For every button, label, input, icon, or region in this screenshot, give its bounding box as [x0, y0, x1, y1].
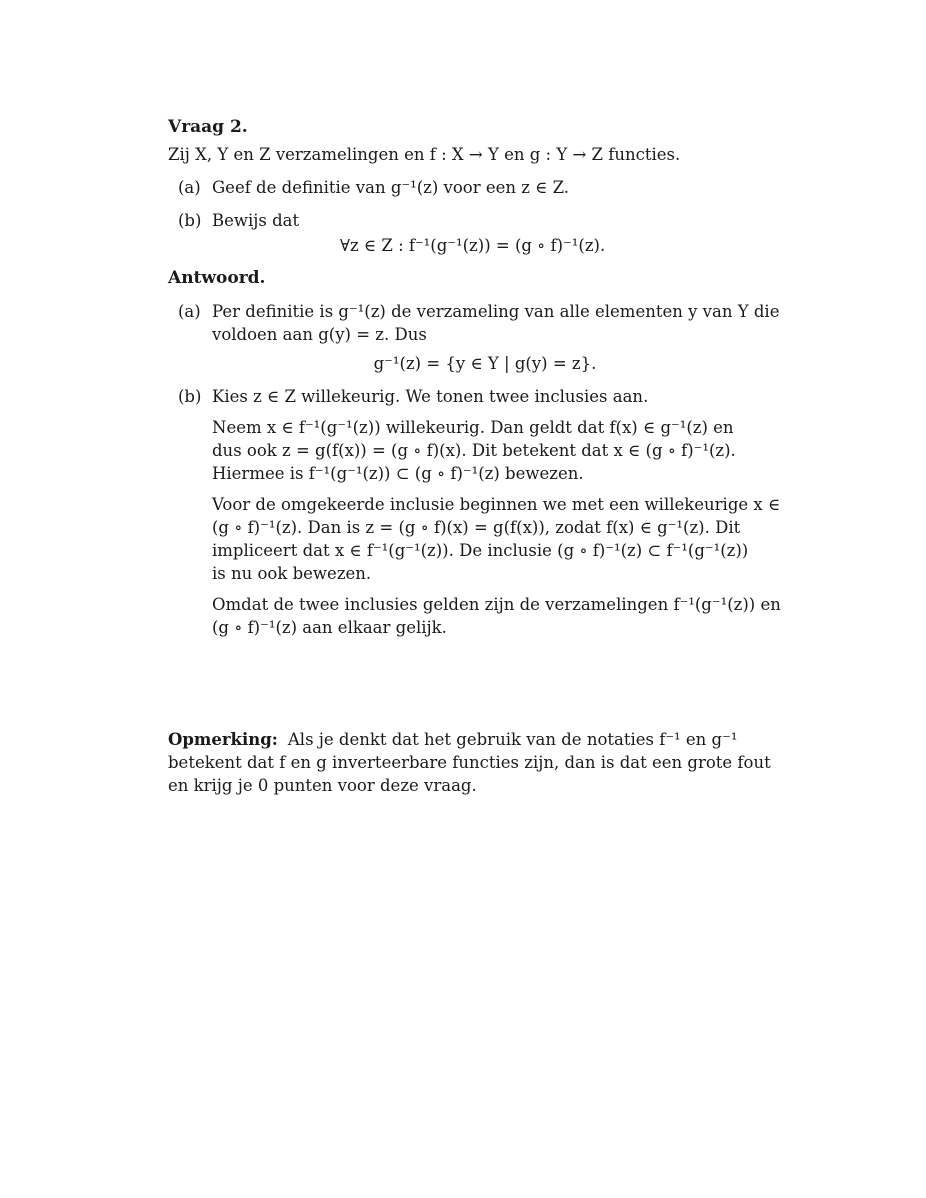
answer-part-b: [168, 385, 781, 639]
remark-label: Opmerking:: [168, 730, 278, 749]
answer-part-a-formula: g⁻¹(z) = {y ∈ Y | g(y) = z}.: [373, 354, 597, 373]
remark-line-3: en krijg je 0 punten voor deze vraag.: [168, 776, 477, 795]
answer-part-b-intro: Kies z ∈ Z willekeurig. We tonen twee inclusies aan.: [212, 387, 649, 406]
answer-part-b-label: (b): [178, 387, 202, 406]
remark-line-2: betekent dat f en g inverteerbare functies zijn, dan is dat een grote fout: [168, 753, 771, 772]
paragraph-line: dus ook z = g(f(x)) = (g ∘ f)(x). Dit betekent dat x ∈ (g ∘ f)⁻¹(z).: [212, 441, 736, 460]
remark-text-1: Als je denkt dat het gebruik van de notaties f⁻¹ en g⁻¹: [287, 730, 738, 749]
question-part-b-text: Bewijs dat: [212, 211, 300, 230]
question-part-a-label: (a): [178, 178, 201, 197]
answer-part-b-paragraph-3: [212, 593, 781, 639]
question-part-b-formula: ∀z ∈ Z : f⁻¹(g⁻¹(z)) = (g ∘ f)⁻¹(z).: [340, 236, 606, 255]
paragraph-line: Voor de omgekeerde inclusie beginnen we met een willekeurige x ∈: [212, 495, 781, 514]
answer-part-a-label: (a): [178, 302, 201, 321]
question-part-b-label: (b): [178, 211, 202, 230]
question-part-b: [168, 209, 758, 257]
answer-part-a-line-1: Per definitie is g⁻¹(z) de verzameling van alle elementen y van Y die: [212, 302, 780, 321]
answer-part-a-line-2: voldoen aan g(y) = z. Dus: [212, 325, 427, 344]
answer-part-a: [168, 300, 780, 375]
paragraph-line: is nu ook bewezen.: [212, 564, 372, 583]
paragraph-line: Neem x ∈ f⁻¹(g⁻¹(z)) willekeurig. Dan geldt dat f(x) ∈ g⁻¹(z) en: [212, 418, 734, 437]
paragraph-line: Omdat de twee inclusies gelden zijn de verzamelingen f⁻¹(g⁻¹(z)) en: [212, 595, 781, 614]
remark-section: [168, 728, 771, 797]
remark-line-1: [168, 728, 758, 751]
paragraph-line: (g ∘ f)⁻¹(z). Dan is z = (g ∘ f)(x) = g(f(x)), zodat f(x) ∈ g⁻¹(z). Dit: [212, 518, 741, 537]
answer-part-b-paragraph-2: [212, 493, 781, 585]
question-part-a-text: Geef de definitie van g⁻¹(z) voor een z ∈ Z.: [212, 178, 570, 197]
paragraph-line: impliceert dat x ∈ f⁻¹(g⁻¹(z)). De inclusie (g ∘ f)⁻¹(z) ⊂ f⁻¹(g⁻¹(z)): [212, 541, 749, 560]
answer-part-b-paragraph-1: [212, 416, 758, 485]
question-title: Vraag 2.: [168, 117, 248, 137]
document-page: [168, 116, 781, 639]
question-part-a: [168, 176, 758, 199]
answer-title: Antwoord.: [168, 268, 266, 288]
paragraph-line: Hiermee is f⁻¹(g⁻¹(z)) ⊂ (g ∘ f)⁻¹(z) bewezen.: [212, 464, 584, 483]
question-intro: Zij X, Y en Z verzamelingen en f : X → Y en g : Y → Z functies.: [168, 145, 681, 164]
paragraph-line: (g ∘ f)⁻¹(z) aan elkaar gelijk.: [212, 618, 447, 637]
